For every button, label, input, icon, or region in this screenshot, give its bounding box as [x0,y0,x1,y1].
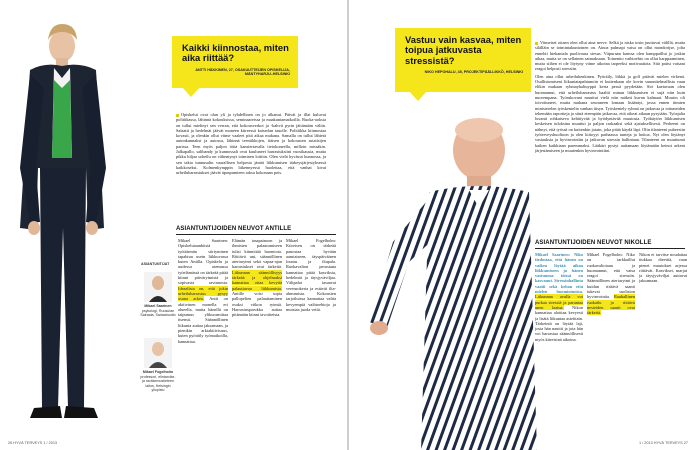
right-advice-col3 [639,252,687,438]
expert2-name: Mikael Fogelholm [142,370,174,374]
right-body-paragraph: Olen aina ollut urheiluhenkinen. Pyöräily, liikkä ja golf pitävät mielen virkenä. Osallistumiseni liikuntatapahtumiin ei kuitenkaan ole kovin suunnitelmallista vaan elikin mukaan ryhmayhaltuyppä kerta pessä pyydetään. Siri kaetavaan olen huomannut, että urheiluharrastus haaltti minun liikkumisen ei sujä niin kuin nuorempana. Työrukovani muuttui vielä niin mäkeä kuvan kalmaat. Muutos oli toivottuneet, mutta mukana seuraneen lomaan lisääntyi, jossa ennen tiimien ministerelen työskentelin vanhan tiisyn. Työskentely ryhmä on jatkuvaa ja tottuneiden tekemään raportteja ja siinä eteenpäin jatkuvaa, että oikeat aikaan pysytään. Työajalta luvanti rohkaiseva kehittyvää ja hyödyntävää muutosta. Työkäytön liikkumisen keskeisen tuloksina muuttui ja paljon raskaaksi sekä ajatuksellisesti. Perheeni on nähnyt, että työssä on kuitenkin jotain, joka pitää käydä läpi. Olin tilanteeni puheesiin työterveyshuoltoon ja olen kiitoyyt parhaassa tunteja ja hoitoa. Nyt olen löytänyt vastauksia ja hyvinvointiin ja jatkuvan stressin hallintaan. Tilanteeni on muuttunut kaiken kaikkiaan paremmaksi. Lääkäri pystyi auttamaan löytämään keinot arkeni järjestämiseen ja muutenkin hyvinvointiini. [535,73,685,153]
right-advice-col2-highlight: Rauhallinen ruokailu ja riittävä nesteiden saanti ovat tärkeitä. [587,294,635,316]
man-in-suit-photo [0,18,120,438]
left-advice-heading: ASIANTUNTIJOIDEN NEUVOT ANTILLE [176,226,292,232]
left-advice-col2-text: Elämän tasapainoon ja ihmisten palautumiseen tulisi kiinnittää huomiota. Riittävä uni, säännöllinen ateriarytmi sekä vapaa-ajan harrastukset ovat tärkeitä. [232,238,282,270]
left-advice-col2 [232,238,282,438]
bullet-dot [176,114,179,117]
left-footer: 26 HYVÄ TERVEYS 1 / 2013 [8,441,58,445]
left-advice-col3-text: Mikael Fogelholm: Kiireisen on tärkeää panostaa hyvään aamiaiseen, täyspäiväinen lounas ja iltapala. Ruokavalion perustana kannattaa pitää kasviksia, hedelmiä ja täysjyväviljaa. Välipalat tasaavat verensokeria ja estävät ilta-ahmimista. Kokousten tarjoiluissa kannattaa valita kevyempiä vaihtoehtoja ja muistaa juoda vettä. [286,238,336,312]
right-advice-col1-highlight: Liikunnan avulla voi purkaa stressiä ja parantaa unen laatua. [535,294,583,310]
right-advice-col1 [535,252,583,438]
right-advice-col1-text: Mikael Saarinen: Niko tiedostaa, että hänen on vaikea löytää aikaa liikkumiseen ja hänen vastuunsa töissä on kasvanut. Stressinhallinta vaatii sekä kehon että mielen huomioimista. [535,252,583,295]
left-advice-col3 [286,238,336,438]
expert1-name: Mikael Saarinen [144,304,172,308]
left-intro-text [176,112,326,220]
right-page [349,0,696,450]
right-quote-title: Vastuu vain kasvaa, miten toipua jatkuvasta stressistä? [405,34,522,66]
right-advice-col1-text2: Nikon kannattaa aloittaa kevyesti ja lisätä liikuntaa asteittain. Tärkeintä on löytää laji, josta hän nauttii ja jota hän voi harrastaa säännöllisesti myös kiireisinä aikoina. [535,304,583,342]
left-advice-rule [176,234,336,235]
right-advice-heading: ASIANTUNTIJOIDEN NEUVOT NIKOLLE [535,240,652,246]
bald-man-photo [369,92,539,450]
right-quote-credit: NIKO HEPOHALU, 45, PROJEKTIPÄÄLLIKKÖ, HELSINKI [424,70,523,75]
right-advice-col3-text: Nikon ei tarvitse noudattaa tiukkaa dieettiä, vaan pienet muutokset arjessa riittävät. Kasvikset, marjat ja täysjyväviljat auttavat jaksamaan. [639,252,687,284]
right-advice-rule [535,248,685,249]
left-quote-bubble [172,36,298,88]
left-advice-col1 [178,238,228,438]
right-quote-bubble [395,28,531,92]
bullet-dot [535,42,538,45]
right-footer: 1 / 2013 HYVÄ TERVEYS 27 [638,441,688,445]
expert1-portrait [144,272,172,302]
left-advice-col2-highlight: Liikunnan säännöllisyys tärkeää ja ohjelmaksi kannattaa ottaa kevyttä palauttavaa liikkumista. [232,269,282,291]
right-intro-text [535,40,685,240]
left-advice-col1-text: Mikael Saarinen: Opiskelutaankiistä työtiärmän siirtyminen tapahtuu usein liikkuvassa kuten Antilla. Opiskelu ja uudessa asemassa työelämässä on tärkeää pitää kiinni päivärytmistä ja sopivasta ravinnosta. [178,238,228,286]
left-advice-col2-text2: Antille voisi sopia pallopelien palauttaminen osaksi viikon rytmiä. Harrastusporukka auttaa pitämään kiinni tavoitteista. [232,290,282,318]
expert1-caption [140,304,176,318]
left-page [0,0,347,450]
left-advice-col1-text2: Antti on aktiivinen monella eri alueella, mutta hänellä on taipumus ylikuormittaa itsensä. Säännöllinen liikunta auttaa jaksamaan, ja pienikin arkiaktiivisuus, kuten pyöräily työmatkoilla, kannattaa. [178,296,228,344]
right-intro-paragraph: Viimeiset ottaen olen ollut aina nerve. Selkä ja niska tosin juuttuvat välillä, mutta silälläin se toimintakuntoinen on. Ainoa pulmapi vatsa on ollut mondorijse, jolta ennehti hiekantala puolivaara siesus. Viipuraan kanssa olen kamppaillut jo joskin aikaa, mutta se on sellainen saimaksaan. Toinentto vaihtoehto on ollut karppaaminen, mutta siihen ei ole löytyny viime aikoina tarpeeksi motivaatiota. Sitä paitsi vatsani reagoi helposti stressiin. [535,40,685,72]
experts-label: ASIANTUNTIJAT [141,262,170,266]
left-intro-paragraph: Opiskelut ovat olan yli ja tyhdellinen on jo alkanut. Päivät ja illat kuluvat politiikassa, lähinnä kokouksissa, seminaareissa ja maakuntamatkoilla. Ruoka-aoksia on tullut mielinyt sen verran, että kokousverkot ja -kahvit pyrin jättämään väliin. Salaatti ja hedelmät jäävät moneen kiireessä kaiserlan tauolle. Politiikka kiinnostaa kovasti, ja olenkin ollut viime vaaleet pitä aikaa mukana. Samalla on tullut lähtetä autonkunnaksi ja autossa, lähinnä teeniikkojen, itäisen ja kokousten asiaitsijen parissa. Teen myös paljon töitä kansiertavalla tietokoneella, milloin missäkin. Jalkapallo, salibandy ja kunnossali ovat kuuluneet harrastuksiini vuosikausia, mutta pikku hiljaa urheilu on vähentynyt toiminen loittiin. Olen vielä hyvässä kunnossa, ja sen takia tunnusalin vaarallisen helposta jäntiä liikkumisen tärkeysjärjestyksessä kaikkoseksi. Kolmenkymppin liikennyessä huolettaa, että vanhat kivat urheiluharrastukset jäävät äpaspumteen raksa kokonaan pois. [176,112,326,176]
expert2-portrait [144,338,172,368]
right-advice-col2-text: Mikael Fogelholm: Niko on tarkkaillut ruokavaliotaan ja huomannut, että vatsa reagoi stressiin. Säännöllinen ateriarytmi ja kuidun riittävä saanti tukevat suoliston hyvinvointia. [587,252,635,300]
expert2-caption [140,370,176,393]
right-advice-col2 [587,252,635,438]
expert1-title: psykologi, Ruusulan Sairaala, Sairaahuolto [140,308,176,318]
expert2-title: professori, elintarvike- ja ravitsemustieteen laitos, Helsingin yliopisto [140,374,176,393]
left-quote-title: Kaikki kiinnostaa, miten aika riittää? [182,42,289,64]
left-quote-credit: ANTTI HÄKKINEN, 27, OSAKUUTTEIJEN OPISKELIJA, MÄNTYHARJU–HELSINKI [195,67,290,77]
left-advice-col1-highlight: Ideaalista on, että jokin urheiluharrastus pysyy osana arkea. [178,285,228,302]
